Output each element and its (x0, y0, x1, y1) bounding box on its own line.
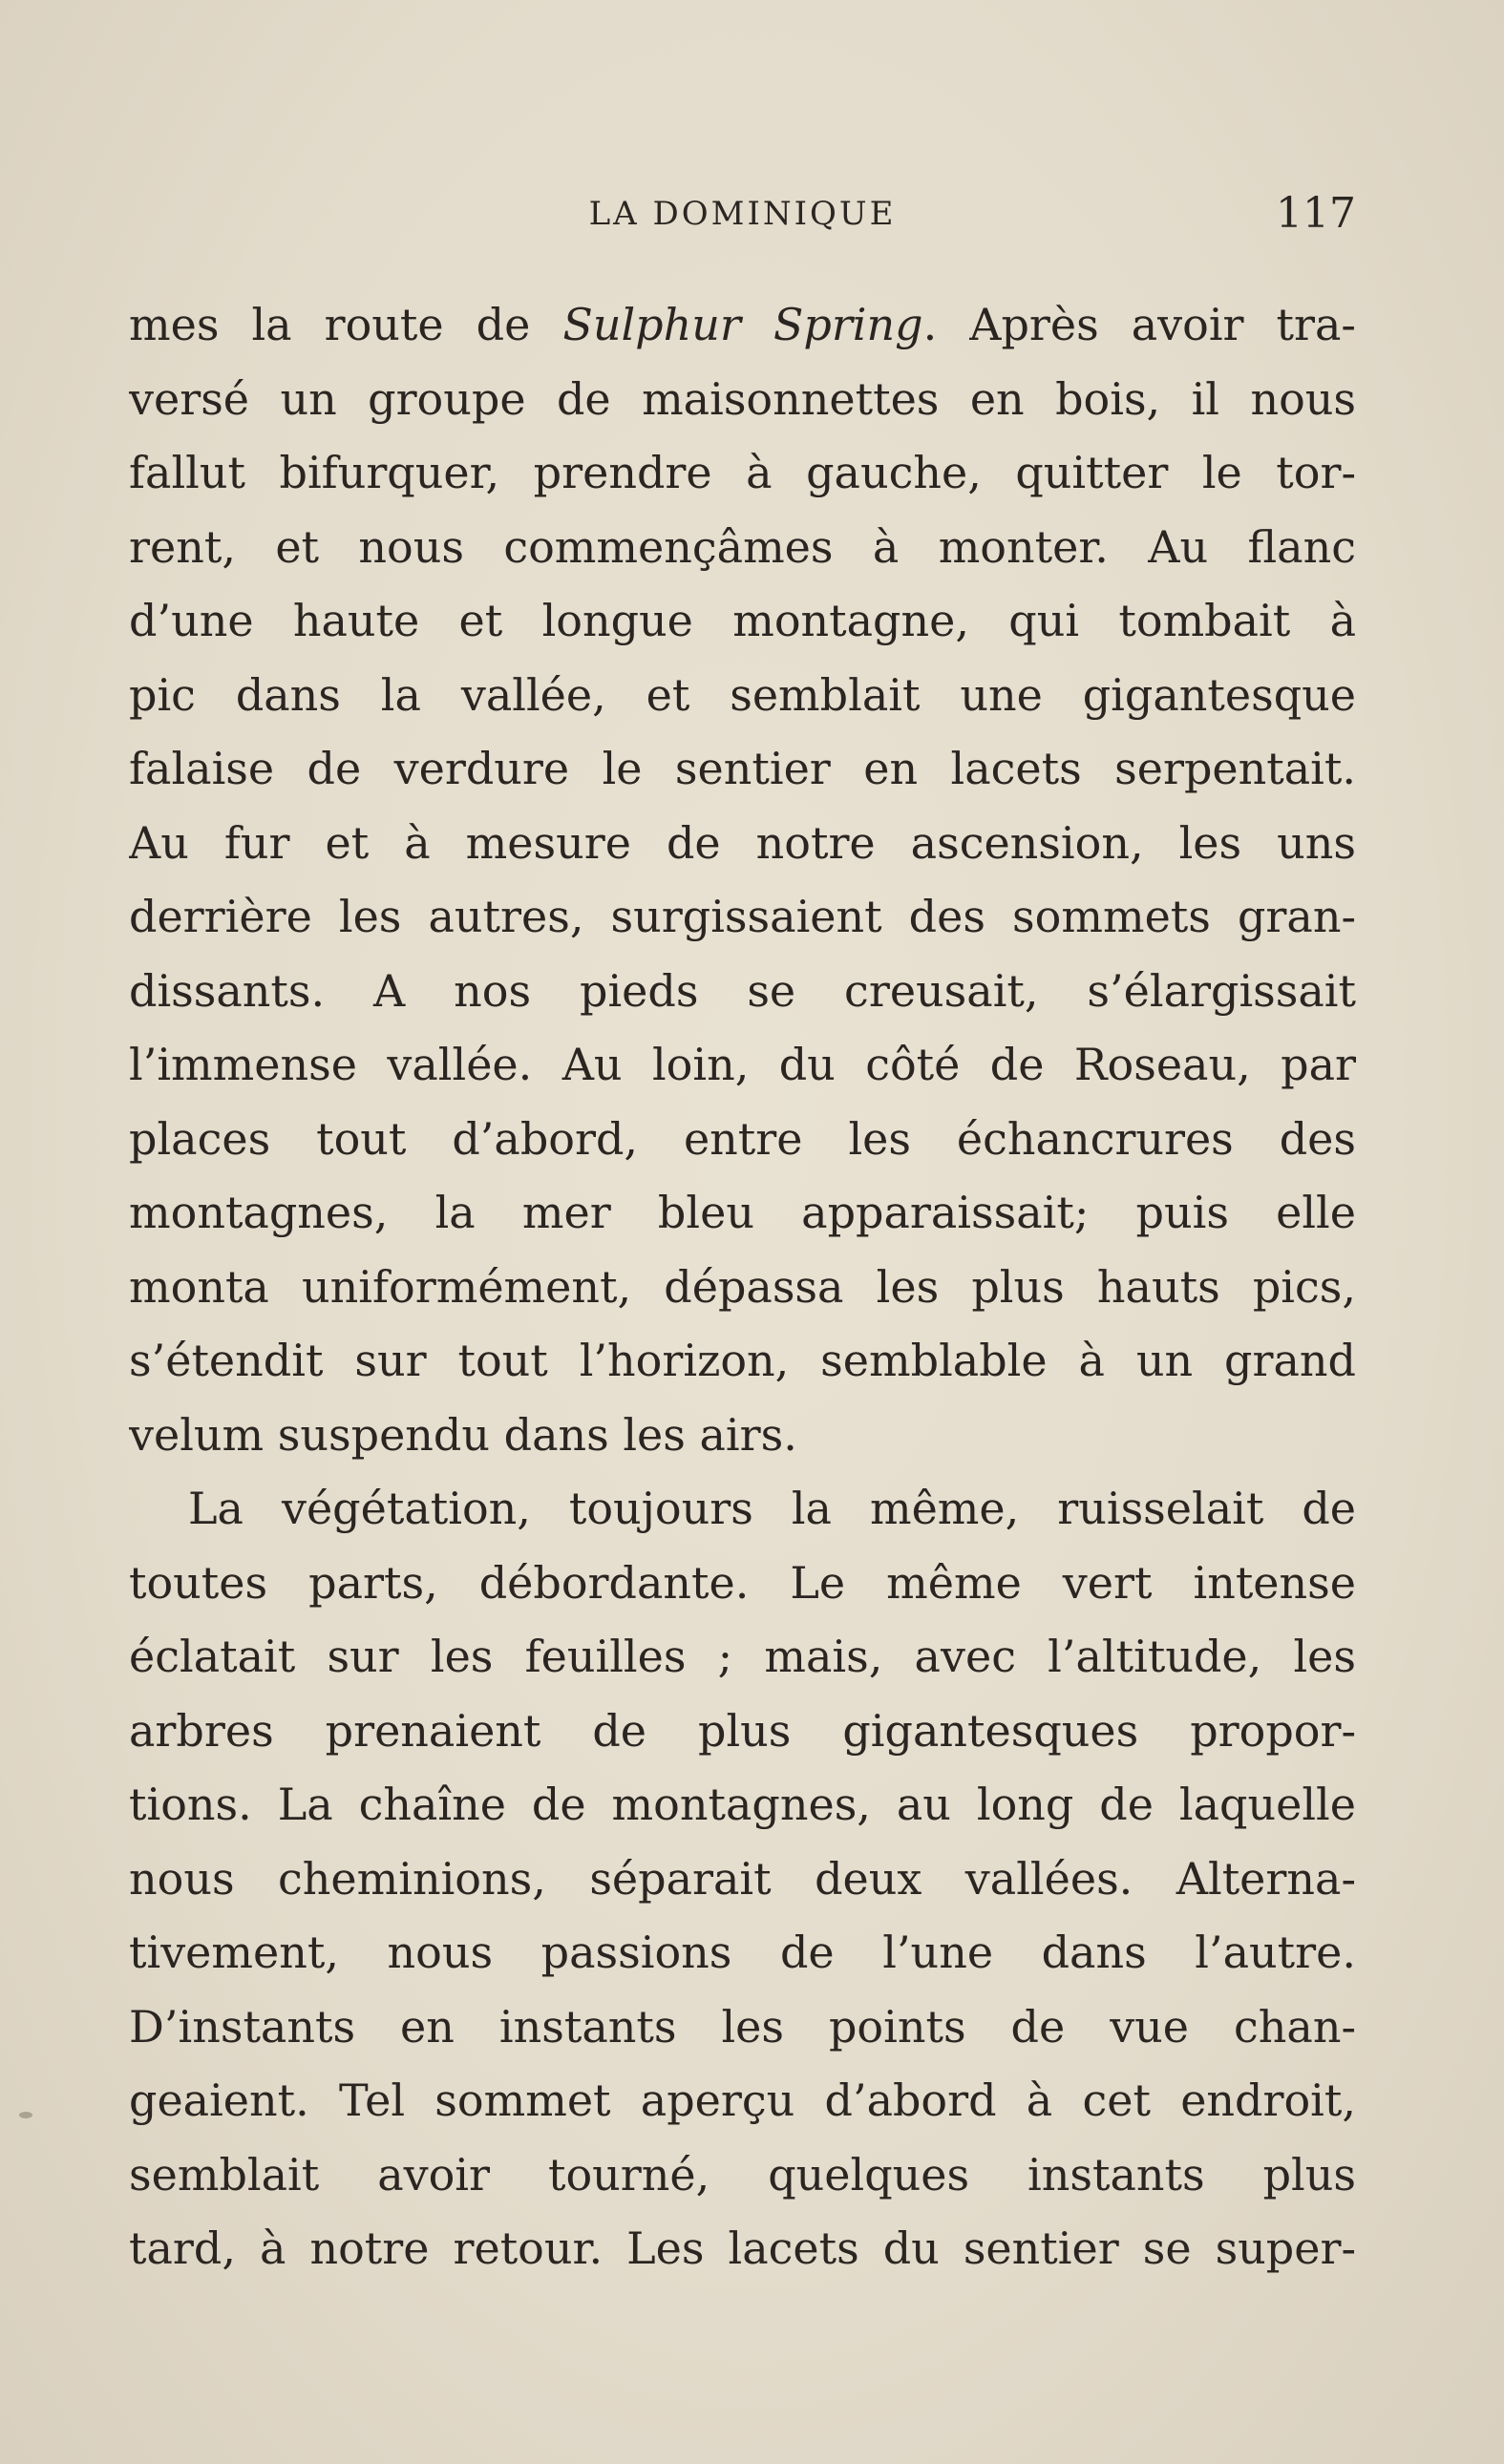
text-line: velum suspendu dans les airs. (129, 1408, 797, 1461)
text-line: tard, à notre retour. Les lacets du sentier se super- (129, 2222, 1356, 2274)
text-line: D’instants en instants les points de vue chan- (129, 2000, 1356, 2053)
running-head (129, 189, 1356, 246)
text-line: éclatait sur les feuilles ; mais, avec l’altitude, les (129, 1631, 1356, 1682)
text-line (129, 288, 1356, 363)
text-line: arbres prenaient de plus gigantesques propor- (129, 1704, 1356, 1757)
italic-place-name: Sulphur Spring (562, 299, 923, 350)
text-line: nous cheminions, séparait deux vallées. Alterna- (129, 1852, 1356, 1905)
text-line: Au fur et à mesure de notre ascension, les uns (129, 816, 1356, 869)
text-line: falaise de verdure le sentier en lacets serpentait. (129, 743, 1356, 794)
text-line: geaient. Tel sommet aperçu d’abord à cet endroit, (129, 2074, 1356, 2126)
text-line: pic dans la vallée, et semblait une gigantesque (129, 668, 1356, 721)
chapter-title: LA DOMINIQUE (588, 195, 897, 233)
body-text (129, 288, 1356, 2286)
text-line-part: mes la route de (129, 299, 563, 350)
text-line: rent, et nous commençâmes à monter. Au flanc (129, 520, 1356, 573)
text-line: versé un groupe de maisonnettes en bois, il nous (129, 372, 1356, 425)
text-line: monta uniformément, dépassa les plus hauts pics, (129, 1260, 1356, 1313)
paper-speck (19, 2112, 32, 2118)
text-line: toutes parts, débordante. Le même vert intense (129, 1556, 1356, 1609)
text-line: tions. La chaîne de montagnes, au long de laquelle (129, 1779, 1356, 1830)
text-line: fallut bifurquer, prendre à gauche, quitter le tor- (129, 447, 1356, 498)
text-line: places tout d’abord, entre les échancrures des (129, 1112, 1356, 1165)
text-line: montagnes, la mer bleu apparaissait; puis elle (129, 1187, 1356, 1238)
text-line: derrière les autres, surgissaient des sommets gran- (129, 891, 1356, 942)
text-line-part: . Après avoir tra- (922, 299, 1356, 350)
text-line: dissants. A nos pieds se creusait, s’élargissait (129, 964, 1356, 1017)
text-line: tivement, nous passions de l’une dans l’autre. (129, 1927, 1356, 1978)
text-line: s’étendit sur tout l’horizon, semblable à un grand (129, 1335, 1356, 1386)
text-line: La végétation, toujours la même, ruisselait de (188, 1483, 1356, 1534)
text-line: d’une haute et longue montagne, qui tombait à (129, 595, 1356, 646)
text-line: semblait avoir tourné, quelques instants plus (129, 2148, 1356, 2201)
text-line: l’immense vallée. Au loin, du côté de Roseau, par (129, 1039, 1356, 1090)
page-number: 117 (1276, 189, 1356, 238)
